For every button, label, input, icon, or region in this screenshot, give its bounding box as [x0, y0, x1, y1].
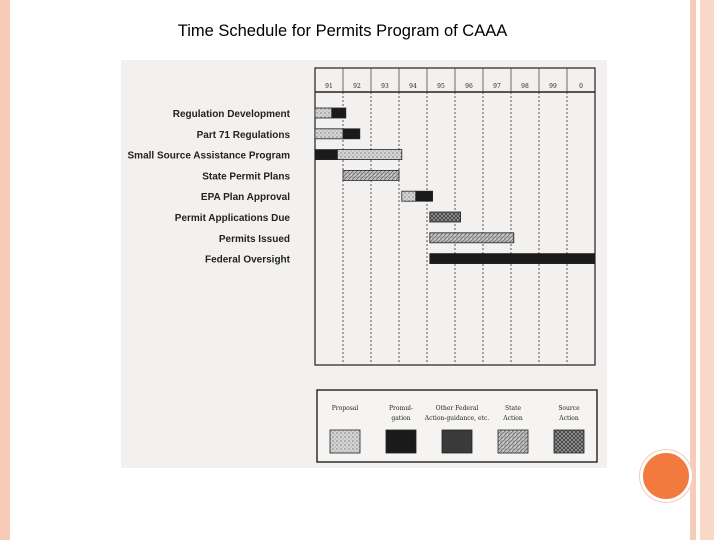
task-label: Regulation Development — [172, 109, 290, 120]
legend-label: Action — [503, 415, 523, 422]
year-label: 0 — [579, 83, 583, 90]
gantt-bar — [430, 254, 595, 264]
gantt-bar — [332, 108, 346, 118]
task-label-layer — [128, 109, 291, 266]
task-label: Federal Oversight — [204, 254, 290, 266]
year-label: 98 — [521, 83, 529, 90]
task-label: Part 71 Regulations — [196, 129, 290, 141]
gantt-bar — [416, 191, 433, 201]
page-title: Time Schedule for Permits Program of CAAA — [177, 22, 508, 40]
task-label: Permit Applications Due — [174, 213, 290, 224]
legend-label: gation — [391, 415, 411, 422]
legend-label: Source — [558, 405, 580, 412]
gantt-bar — [315, 108, 332, 118]
task-label: Permits Issued — [218, 233, 290, 245]
year-label: 95 — [437, 83, 445, 90]
legend-swatch — [554, 430, 584, 453]
gantt-bar — [343, 170, 399, 180]
year-label: 92 — [353, 83, 361, 90]
task-label: State Permit Plans — [202, 171, 290, 183]
year-label: 93 — [381, 83, 389, 90]
legend-label: State — [504, 405, 522, 412]
year-label: 99 — [549, 83, 557, 90]
year-label: 91 — [325, 83, 333, 90]
legend-label: Proposal — [331, 405, 359, 412]
legend-swatch — [498, 430, 528, 453]
gantt-bar — [315, 150, 337, 160]
legend-layer — [317, 390, 597, 462]
legend-label: Promul- — [388, 405, 414, 412]
task-label: EPA Plan Approval — [200, 192, 290, 204]
year-label: 94 — [409, 83, 417, 90]
gantt-bar — [402, 191, 416, 201]
gantt-bar — [337, 150, 401, 160]
year-label: 97 — [493, 83, 501, 90]
legend-swatch — [386, 430, 416, 453]
legend-label: Other Federal — [435, 405, 479, 412]
legend-label: Action — [559, 415, 579, 422]
task-label: Small Source Assistance Program — [127, 150, 290, 162]
gantt-bar — [430, 212, 461, 222]
year-label: 96 — [465, 83, 473, 90]
gantt-bar — [315, 129, 343, 139]
gantt-bar — [430, 233, 514, 243]
legend-label: Action-guidance, etc. — [424, 415, 490, 422]
gantt-bar — [343, 129, 360, 139]
legend-swatch — [330, 430, 360, 453]
legend-swatch — [442, 430, 472, 453]
